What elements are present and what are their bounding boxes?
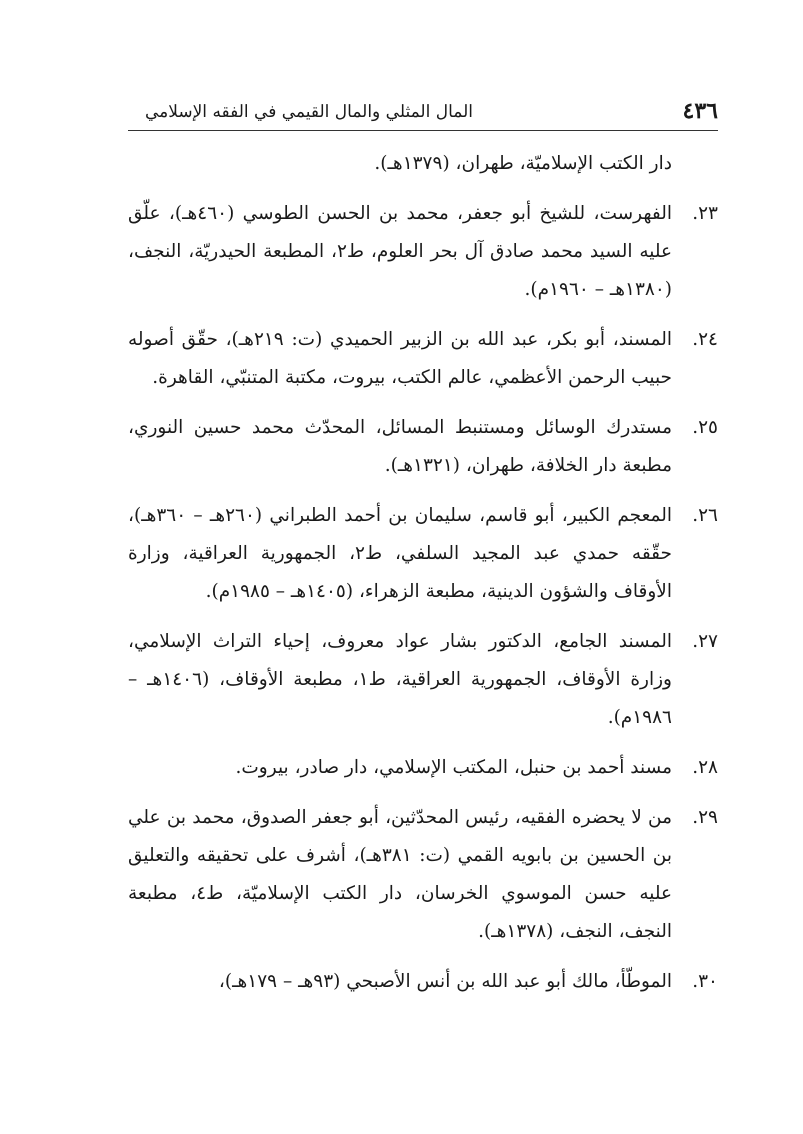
bibliography-list bbox=[128, 145, 718, 1013]
entry-text: مسند أحمد بن حنبل، المكتب الإسلامي، دار صادر، بيروت. bbox=[235, 757, 672, 778]
entry-text: من لا يحضره الفقيه، رئيس المحدّثين، أبو جعفر الصدوق، محمد بن علي بن الحسين بن بابويه القمي (ت: ٣٨١هـ)، أشرف على تحقيقه والتعليق عليه حسن الموسوي الخرسان، دار الكتب الإسلاميّة، ط٤، مطبعة النجف، النجف، (١٣٧٨هـ). bbox=[128, 807, 672, 942]
page-header bbox=[128, 96, 718, 131]
entry-number: ٢٦. bbox=[692, 505, 718, 526]
entry-number: ٢٨. bbox=[692, 757, 718, 778]
list-item bbox=[128, 623, 718, 737]
entry-number: ٢٩. bbox=[692, 807, 718, 828]
list-item bbox=[128, 145, 718, 183]
list-item bbox=[128, 409, 718, 485]
entry-text: المسند، أبو بكر، عبد الله بن الزبير الحميدي (ت: ٢١٩هـ)، حقّق أصوله حبيب الرحمن الأعظمي، عالم الكتب، بيروت، مكتبة المتنبّي، القاهرة. bbox=[128, 329, 672, 388]
entry-text: المعجم الكبير، أبو قاسم، سليمان بن أحمد الطبراني (٢٦٠هـ – ٣٦٠هـ)، حقّقه حمدي عبد المجيد السلفي، ط٢، الجمهورية العراقية، وزارة الأوقاف والشؤون الدينية، مطبعة الزهراء، (١٤٠٥هـ – ١٩٨٥م). bbox=[128, 505, 672, 602]
entry-number: ٢٧. bbox=[692, 631, 718, 652]
entry-number: ٢٤. bbox=[692, 329, 718, 350]
list-item bbox=[128, 749, 718, 787]
list-item bbox=[128, 799, 718, 951]
entry-number: ٣٠. bbox=[692, 971, 718, 992]
entry-text: الموطّأ، مالك أبو عبد الله بن أنس الأصبحي (٩٣هـ – ١٧٩هـ)، bbox=[218, 971, 672, 992]
running-title: المال المثلي والمال القيمي في الفقه الإسلامي bbox=[144, 102, 473, 122]
page-number: ٤٣٦ bbox=[682, 98, 718, 124]
list-item bbox=[128, 963, 718, 1001]
entry-number: ٢٥. bbox=[692, 417, 718, 438]
entry-number: ٢٣. bbox=[692, 203, 718, 224]
entry-text: المسند الجامع، الدكتور بشار عواد معروف، إحياء التراث الإسلامي، وزارة الأوقاف، الجمهورية العراقية، ط١، مطبعة الأوقاف، (١٤٠٦هـ – ١٩٨٦م). bbox=[128, 631, 672, 728]
list-item bbox=[128, 321, 718, 397]
entry-text: مستدرك الوسائل ومستنبط المسائل، المحدّث محمد حسين النوري، مطبعة دار الخلافة، طهران، (١٣٢١هـ). bbox=[128, 417, 672, 476]
entry-text: دار الكتب الإسلاميّة، طهران، (١٣٧٩هـ). bbox=[374, 153, 672, 174]
list-item bbox=[128, 497, 718, 611]
list-item bbox=[128, 195, 718, 309]
entry-text: الفهرست، للشيخ أبو جعفر، محمد بن الحسن الطوسي (٤٦٠هـ)، علّق عليه السيد محمد صادق آل بحر العلوم، ط٢، المطبعة الحيدريّة، النجف، (١٣٨٠هـ – ١٩٦٠م). bbox=[128, 203, 672, 300]
